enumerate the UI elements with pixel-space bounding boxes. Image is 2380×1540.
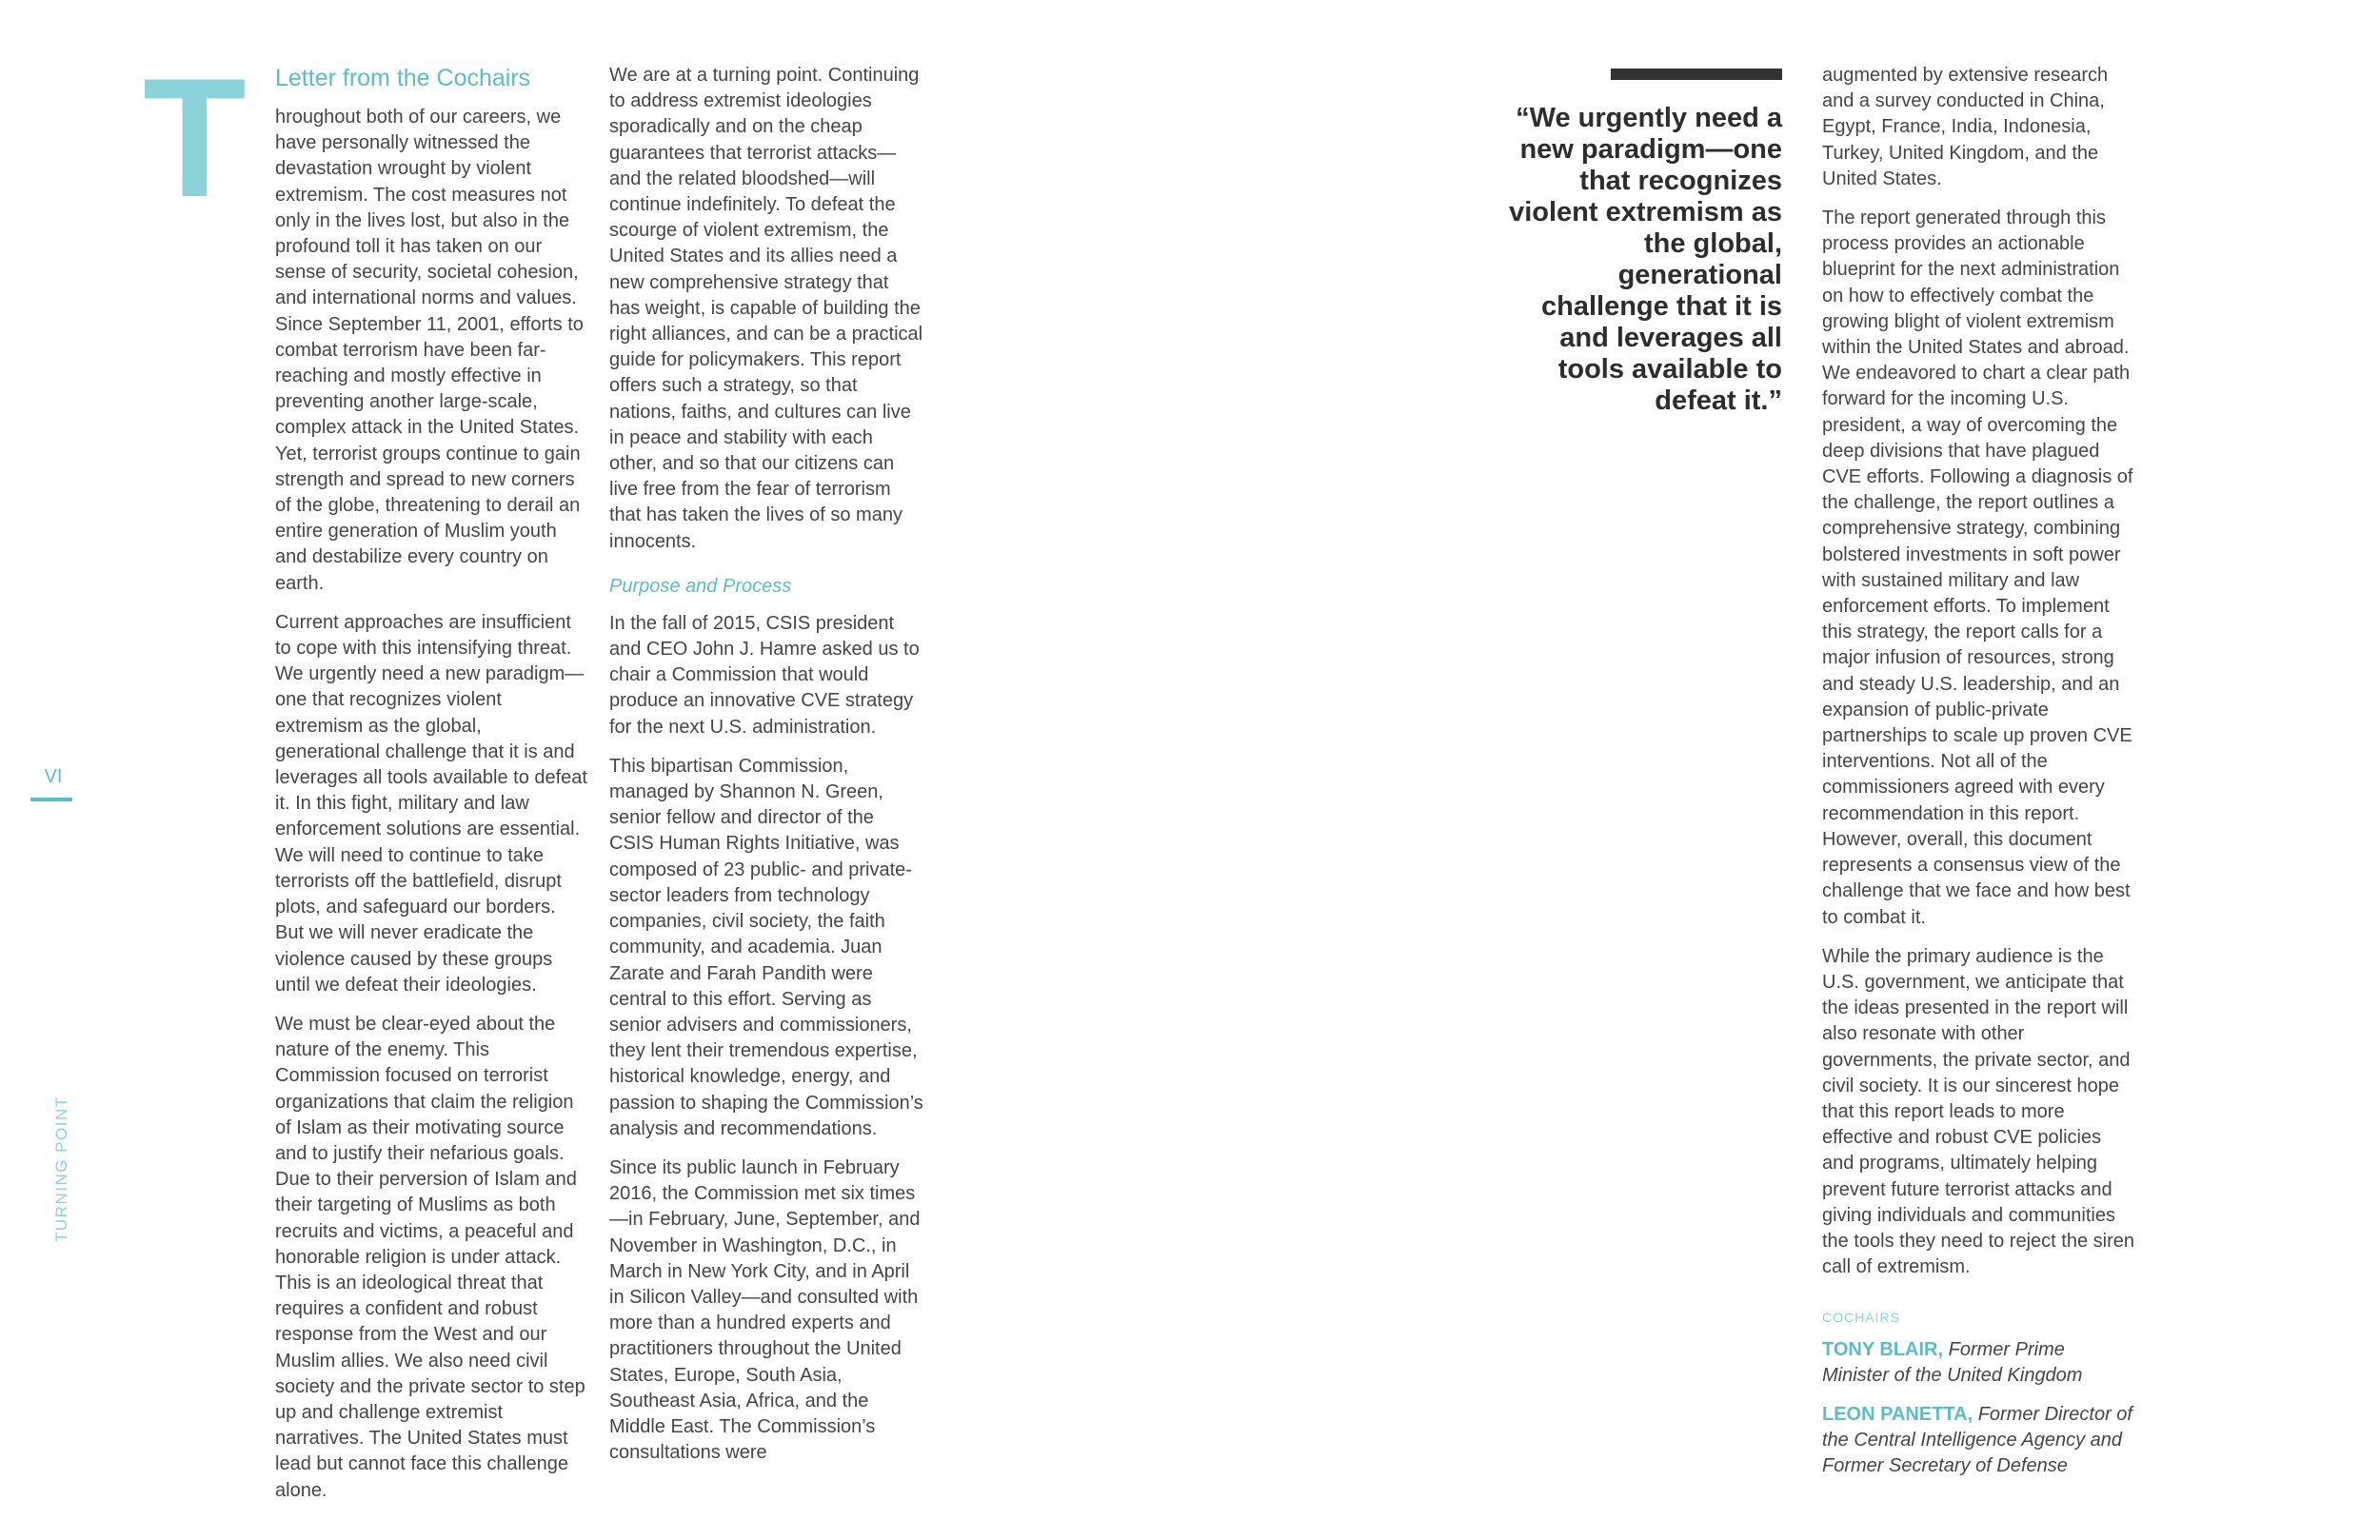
letter-column-4	[1822, 63, 2136, 1493]
letter-heading: Letter from the Cochairs	[275, 65, 531, 91]
pull-quote: “We urgently need a new paradigm—one that recognizes violent extremism as the global, generational challenge that it is and leverages all tools available to defeat it.”	[1509, 103, 1782, 416]
signatory	[1822, 1402, 2136, 1480]
drop-cap: T	[143, 43, 247, 232]
signatory-name: TONY BLAIR,	[1822, 1338, 1944, 1360]
signatory-title: Former Director of the Central Intelligence Agency and Former Secretary of Defense	[1822, 1403, 2132, 1477]
letter-paragraph: This bipartisan Commission, managed by Shannon N. Green, senior fellow and director of the CSIS Human Rights Initiative, was composed of 23 public- and private-sector leaders from technology companies, civil society, the faith community, and academia. Juan Zarate and Farah Pandith were central to this effort. Serving as senior advisers and commissioners, they lent their tremendous expertise, historical knowledge, energy, and passion to shaping the Commission’s analysis and recommendations.	[609, 755, 923, 1139]
running-title: TURNING POINT	[52, 1096, 70, 1242]
letter-paragraph: In the fall of 2015, CSIS president and CEO John J. Hamre asked us to chair a Commission that would produce an innovative CVE strategy for the next U.S. administration.	[609, 612, 920, 738]
cochairs-label: COCHAIRS	[1822, 1310, 1900, 1326]
letter-column-2	[609, 63, 923, 1479]
letter-paragraph: While the primary audience is the U.S. government, we anticipate that the ideas presented in the report will also resonate with other governments, the private sector, and civil society. It is our sincerest hope that this report leads to more effective and robust CVE policies and programs, ultimately helping prevent future terrorist attacks and giving individuals and communities the tools they need to reject the siren call of extremism.	[1822, 945, 2134, 1278]
letter-paragraph: augmented by extensive research and a survey conducted in China, Egypt, France, India, Indonesia, Turkey, United Kingdom, and the United States.	[1822, 65, 2109, 189]
letter-paragraph: Since its public launch in February 2016, the Commission met six times—in February, June, September, and November in Washington, D.C., in March in New York City, and in April in Silicon Valley—and consulted with more than a hundred experts and practitioners throughout the United States, Europe, South Asia, Southeast Asia, Africa, and the Middle East. The Commission’s consultations were	[609, 1156, 921, 1464]
letter-paragraph: We must be clear-eyed about the nature of the enemy. This Commission focused on terrorist organizations that claim the religion of Islam as their motivating source and to justify their nefarious goals. Due to their perversion of Islam and their targeting of Muslims as both recruits and victims, a peaceful and honorable religion is under attack. This is an ideological threat that requires a confident and robust response from the West and our Muslim allies. We also need civil society and the private sector to step up and challenge extremist narratives. The United States must lead but cannot face this challenge alone.	[275, 1013, 585, 1501]
signatory	[1822, 1337, 2136, 1389]
letter-paragraph: The report generated through this process provides an actionable blueprint for the next administration on how to effectively combat the growing blight of violent extremism within the United States and abroad. We endeavored to chart a clear path forward for the incoming U.S. president, a way of overcoming the deep divisions that have plagued CVE efforts. Following a diagnosis of the challenge, the report outlines a comprehensive strategy, combining bolstered investments in soft power with sustained military and law enforcement efforts. To implement this strategy, the report calls for a major infusion of resources, strong and steady U.S. leadership, and an expansion of public-private partnerships to scale up proven CVE interventions. Not all of the commissioners agreed with every recommendation in this report. However, overall, this document represents a consensus view of the challenge that we face and how best to combat it.	[1822, 207, 2133, 928]
section-subheading: Purpose and Process	[609, 575, 792, 597]
pull-quote-rule	[1611, 69, 1782, 80]
page-number: VI	[44, 766, 63, 787]
signatory-name: LEON PANETTA,	[1822, 1403, 1973, 1425]
letter-paragraph: We are at a turning point. Continuing to address extremist ideologies sporadically and on the cheap guarantees that terrorist attacks—and the related bloodshed—will continue indefinitely. To defeat the scourge of violent extremism, the United States and its allies need a new comprehensive strategy that has weight, is capable of building the right alliances, and can be a practical guide for policymakers. This report offers such a strategy, so that nations, faiths, and cultures can live in peace and stability with each other, and so that our citizens can live free from the fear of terrorism that has taken the lives of so many innocents.	[609, 65, 923, 552]
letter-paragraph: Current approaches are insufficient to cope with this intensifying threat. We urgently need a new paradigm—one that recognizes violent extremism as the global, generational challenge that it is and leverages all tools available to defeat it. In this fight, military and law enforcement solutions are essential. We will need to continue to take terrorists off the battlefield, disrupt plots, and safeguard our borders. But we will never eradicate the violence caused by these groups until we defeat their ideologies.	[275, 611, 587, 996]
letter-column-1	[275, 63, 589, 1517]
signatory-title: Former Prime Minister of the United Kingdom	[1822, 1338, 2083, 1386]
page-number-rule	[30, 798, 72, 801]
letter-paragraph: hroughout both of our careers, we have personally witnessed the devastation wrought by violent extremism. The cost measures not only in the lives lost, but also in the profound toll it has taken on our sense of security, societal cohesion, and international norms and values. Since September 11, 2001, efforts to combat terrorism have been far-reaching and mostly effective in preventing another large-scale, complex attack in the United States. Yet, terrorist groups continue to gain strength and spread to new corners of the globe, threatening to derail an entire generation of Muslim youth and destabilize every country on earth.	[275, 107, 584, 594]
